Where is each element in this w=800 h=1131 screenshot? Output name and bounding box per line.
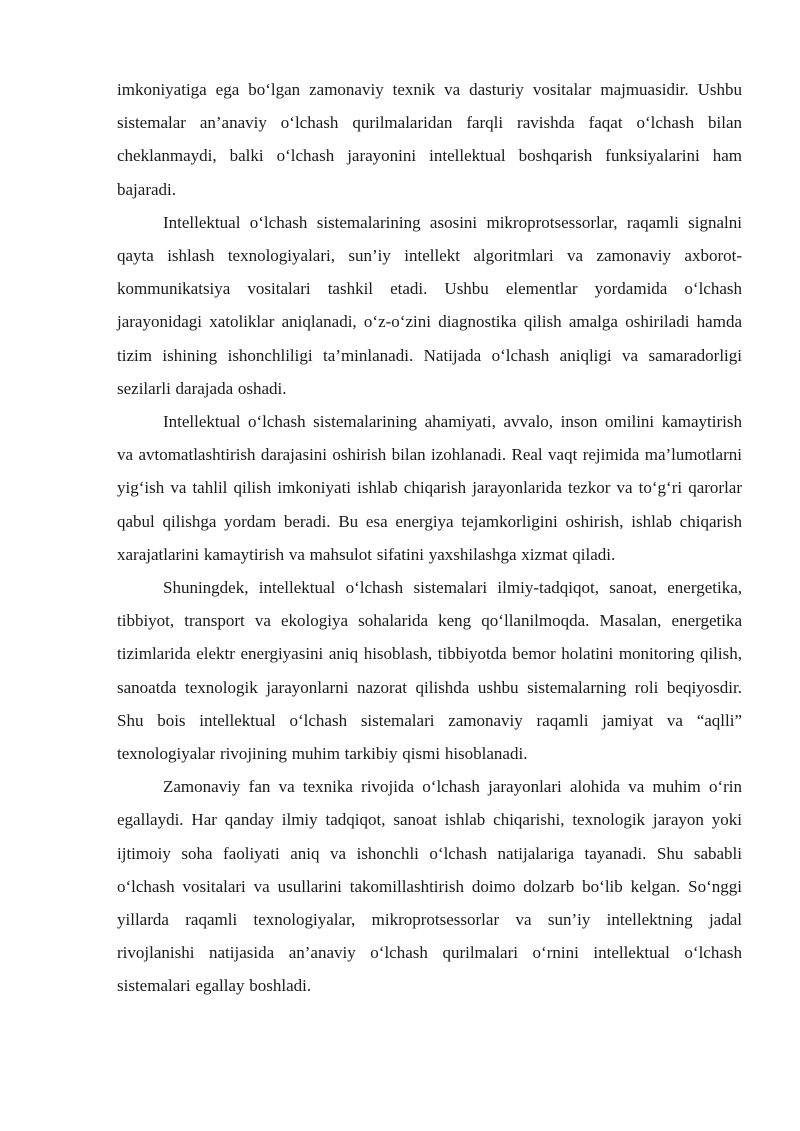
paragraph-applications: Shuningdek, intellektual o‘lchash sistemalari ilmiy-tadqiqot, sanoat, energetika, tibbiyot, transport va ekologiya sohalarida keng qo‘llanilmoqda. Masalan, energetika tizimlarida elektr energiyasini aniq hisoblash, tibbiyotda bemor holatini monitoring qilish, sanoatda texnologik jarayonlarni nazorat qilishda ushbu sistemalarning roli beqiyosdir. Shu bois intellektual o‘lchash sistemalari zamonaviy raqamli jamiyat va “aqlli” texnologiyalar rivojining muhim tarkibiy qismi hisoblanadi. xyxy=(117,578,742,764)
paragraph-modern-development: Zamonaviy fan va texnika rivojida o‘lchash jarayonlari alohida va muhim o‘rin egallaydi. Har qanday ilmiy tadqiqot, sanoat ishlab chiqarishi, texnologik jarayon yoki ijtimoiy soha faoliyati aniq va ishonchli o‘lchash natijalariga tayanadi. Shu sababli o‘lchash vositalari va usullarini takomillashtirish doimo dolzarb bo‘lib kelgan. So‘nggi yillarda raqamli texnologiyalar, mikroprotsessorlar va sun’iy intellektning jadal rivojlanishi natijasida an’anaviy o‘lchash qurilmalari o‘rnini intellektual o‘lchash sistemalari egallay boshladi. xyxy=(117,777,742,996)
paragraph-foundations: Intellektual o‘lchash sistemalarining asosini mikroprotsessorlar, raqamli signalni qayta ishlash texnologiyalari, sun’iy intellekt algoritmlari va zamonaviy axborot-kommunikatsiya vositalari tashkil etadi. Ushbu elementlar yordamida o‘lchash jarayonidagi xatoliklar aniqlanadi, o‘z-o‘zini diagnostika qilish amalga oshiriladi hamda tizim ishining ishonchliligi ta’minlanadi. Natijada o‘lchash aniqligi va samaradorligi sezilarli darajada oshadi. xyxy=(117,212,742,398)
paragraph-importance: Intellektual o‘lchash sistemalarining ahamiyati, avvalo, inson omilini kamaytirish va avtomatlashtirish darajasini oshirish bilan izohlanadi. Real vaqt rejimida ma’lumotlarni yig‘ish va tahlil qilish imkoniyati ishlab chiqarish jarayonlarida tezkor va to‘g‘ri qarorlar qabul qilishga yordam beradi. Bu esa energiya tejamkorligini oshirish, ishlab chiqarish xarajatlarini kamaytirish va mahsulot sifatini yaxshilashga xizmat qiladi. xyxy=(117,412,742,564)
paragraph-continued: imkoniyatiga ega bo‘lgan zamonaviy texnik va dasturiy vositalar majmuasidir. Ushbu sistemalar an’anaviy o‘lchash qurilmalaridan farqli ravishda faqat o‘lchash bilan cheklanmaydi, balki o‘lchash jarayonini intellektual boshqarish funksiyalarini ham bajaradi. xyxy=(117,80,742,199)
